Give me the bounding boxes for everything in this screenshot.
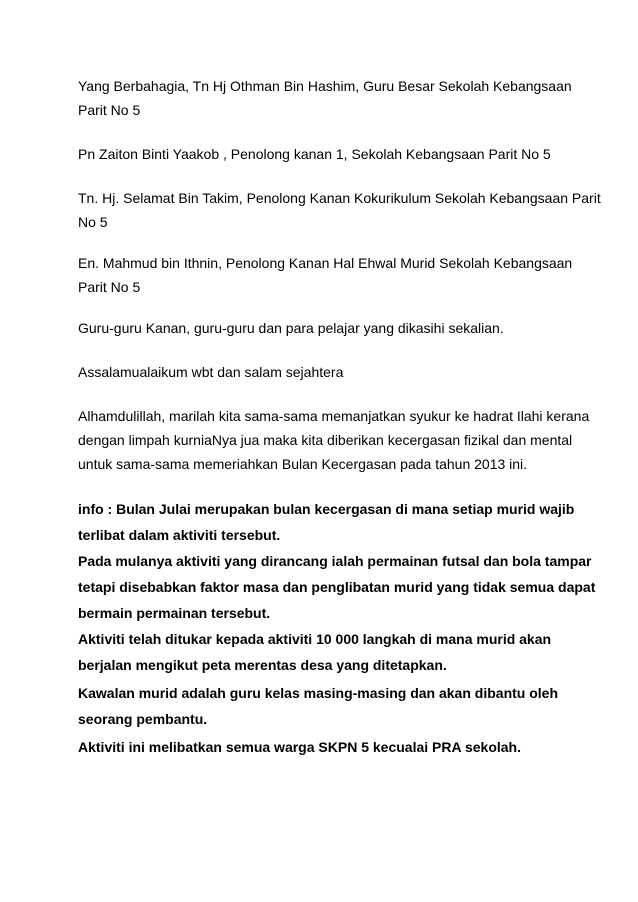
salutation-penolong-kanan-hem xyxy=(78,251,578,299)
text-line: Kawalan murid adalah guru kelas masing-masing dan akan dibantu oleh xyxy=(78,685,558,701)
activity-change-paragraph xyxy=(78,626,578,678)
text-line: Guru-guru Kanan, guru-guru dan para pelajar yang dikasihi sekalian. xyxy=(78,320,504,336)
text-line: Yang Berbahagia, Tn Hj Othman Bin Hashim, Guru Besar Sekolah Kebangsaan xyxy=(78,78,572,94)
text-line: Parit No 5 xyxy=(78,279,141,295)
text-line: No 5 xyxy=(78,214,108,230)
opening-paragraph xyxy=(78,404,590,476)
participation-paragraph xyxy=(78,734,578,760)
text-line: En. Mahmud bin Ithnin, Penolong Kanan Hal Ehwal Murid Sekolah Kebangsaan xyxy=(78,255,573,271)
text-line: Pn Zaiton Binti Yaakob , Penolong kanan 1, Sekolah Kebangsaan Parit No 5 xyxy=(78,146,551,162)
greeting-line xyxy=(78,360,578,384)
text-line: Assalamualaikum wbt dan salam sejahtera xyxy=(78,364,344,380)
text-line: Pada mulanya aktiviti yang dirancang ialah permainan futsal dan bola tampar xyxy=(78,553,592,569)
text-line: terlibat dalam aktiviti tersebut. xyxy=(78,527,281,543)
text-line: tetapi disebabkan faktor masa dan penglibatan murid yang tidak semua dapat xyxy=(78,579,596,595)
text-line: berjalan mengikut peta merentas desa yang ditetapkan. xyxy=(78,657,447,673)
text-line: Aktiviti ini melibatkan semua warga SKPN 5 kecualai PRA sekolah. xyxy=(78,739,521,755)
text-line: Aktiviti telah ditukar kepada aktiviti 10 000 langkah di mana murid akan xyxy=(78,631,552,647)
text-line: dengan limpah kurniaNya jua maka kita diberikan kecergasan fizikal dan mental xyxy=(78,432,573,448)
text-line: Tn. Hj. Selamat Bin Takim, Penolong Kanan Kokurikulum Sekolah Kebangsaan Parit xyxy=(78,190,601,206)
text-line: untuk sama-sama memeriahkan Bulan Kecergasan pada tahun 2013 ini. xyxy=(78,456,528,472)
text-line: bermain permainan tersebut. xyxy=(78,605,271,621)
supervision-paragraph xyxy=(78,680,578,732)
salutation-penolong-kanan-1 xyxy=(78,142,578,166)
activity-plan-paragraph xyxy=(78,548,596,626)
salutation-guru-besar xyxy=(78,74,578,122)
text-line: Parit No 5 xyxy=(78,102,141,118)
salutation-penolong-kanan-kokurikulum xyxy=(78,186,601,234)
text-line: Alhamdulillah, marilah kita sama-sama memanjatkan syukur ke hadrat Ilahi kerana xyxy=(78,408,590,424)
info-paragraph xyxy=(78,496,578,548)
text-line: info : Bulan Julai merupakan bulan kecergasan di mana setiap murid wajib xyxy=(78,501,575,517)
text-line: seorang pembantu. xyxy=(78,711,208,727)
salutation-guru-pelajar xyxy=(78,316,578,340)
